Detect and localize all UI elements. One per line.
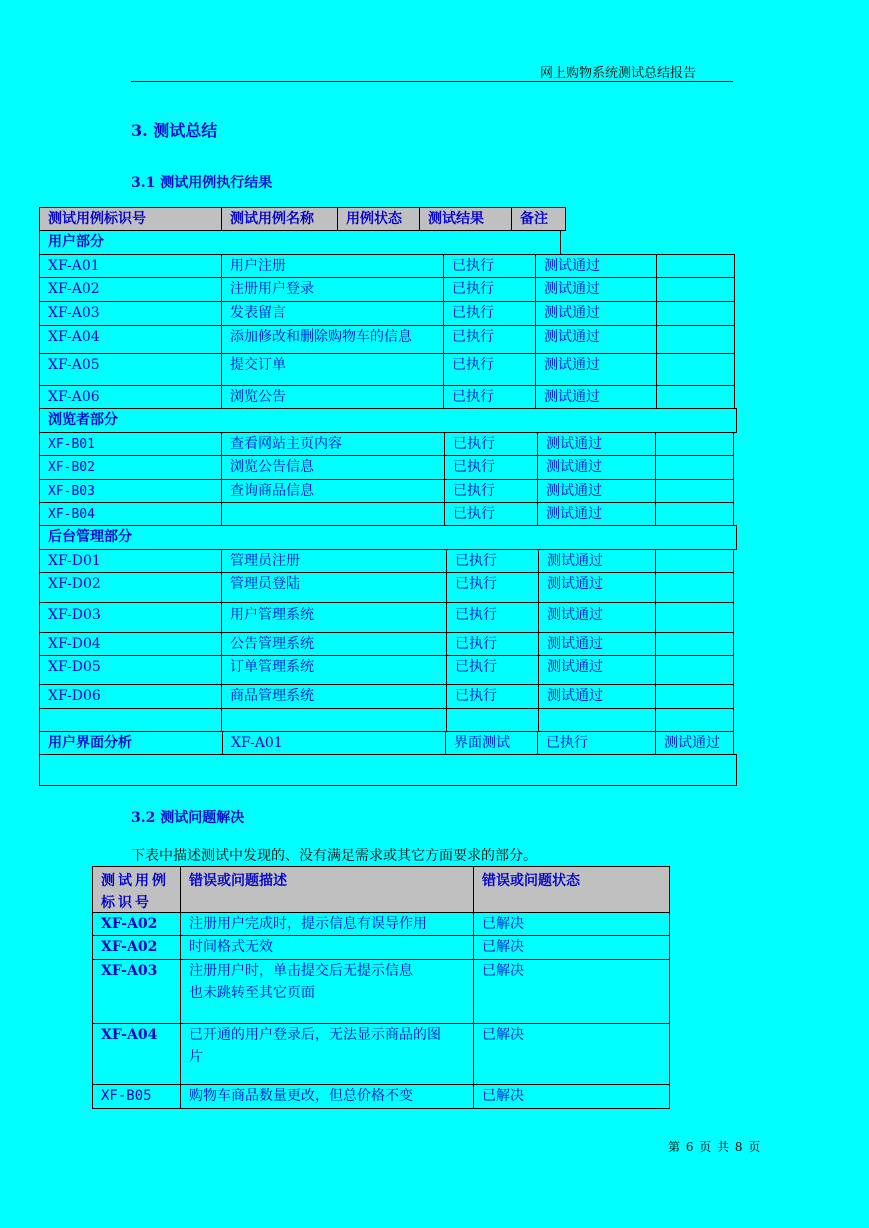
table-cell <box>656 254 735 278</box>
col-header-case-id: 测试用例标识号 <box>92 866 181 913</box>
table-cell: 已解决 <box>473 959 670 1024</box>
table-row: XF-B03 <box>39 479 222 503</box>
table-cell: 测试通过 <box>538 632 656 656</box>
table-cell: 时间格式无效 <box>180 935 474 960</box>
table-cell <box>655 655 734 685</box>
table-cell: 用户管理系统 <box>221 602 447 633</box>
table-cell <box>655 455 734 480</box>
ui-analysis-label: 用户界面分析 <box>39 731 223 755</box>
table-cell: 测试通过 <box>535 325 657 354</box>
table-cell: 测试通过 <box>535 277 657 302</box>
table-row: XF-B05 <box>92 1084 181 1109</box>
table-cell <box>655 684 734 709</box>
table-cell: 测试通过 <box>538 684 656 709</box>
table-cell: 测试通过 <box>535 353 657 386</box>
table-row: XF-D04 <box>39 632 222 656</box>
table-cell <box>655 502 734 526</box>
table-cell: 测试通过 <box>538 602 656 633</box>
table-cell: 测试通过 <box>655 731 734 755</box>
table-cell: 测试通过 <box>537 479 656 503</box>
table-row: XF-A02 <box>92 935 181 960</box>
table-cell: 已执行 <box>443 254 536 278</box>
table-row: XF-D06 <box>39 684 222 709</box>
table-cell: 已执行 <box>443 385 536 409</box>
table-row: XF-A02 <box>92 912 181 936</box>
table-cell: 注册用户完成时，提示信息有误导作用 <box>180 912 474 936</box>
table-row: XF-B04 <box>39 502 222 526</box>
table-cell: 测试通过 <box>538 549 656 573</box>
table-row: XF-D05 <box>39 655 222 685</box>
table-cell: 浏览公告信息 <box>221 455 445 480</box>
table-row: XF-A05 <box>39 353 222 386</box>
table-cell <box>656 277 735 302</box>
empty-row-cell <box>446 708 539 732</box>
issue-desc-line: 已开通的用户登录后，无法显示商品的图 <box>189 1027 441 1043</box>
table-cell: 订单管理系统 <box>221 655 447 685</box>
table-cell: 已执行 <box>443 325 536 354</box>
empty-row-cell <box>655 708 734 732</box>
col-header-test-result: 测试结果 <box>419 207 512 231</box>
empty-row-cell <box>538 708 656 732</box>
table-cell: 测试通过 <box>537 432 656 456</box>
table-row: XF-A01 <box>39 254 222 278</box>
col-header-issue-desc: 错误或问题描述 <box>180 866 474 913</box>
table-cell: 测试通过 <box>537 502 656 526</box>
table-cell: 已执行 <box>444 502 538 526</box>
table-cell: 公告管理系统 <box>221 632 447 656</box>
table-row: XF-A06 <box>39 385 222 409</box>
table-row: XF-A03 <box>39 301 222 326</box>
table-cell: 测试通过 <box>538 572 656 603</box>
table-cell <box>655 572 734 603</box>
table-cell: 测试通过 <box>535 385 657 409</box>
table-cell <box>656 385 735 409</box>
table-cell: 用户注册 <box>221 254 444 278</box>
intro-paragraph: 下表中描述测试中发现的、没有满足需求或其它方面要求的部分。 <box>131 848 537 864</box>
col-header-case-id: 测试用例标识号 <box>39 207 222 231</box>
issue-desc-line: 片 <box>189 1049 203 1065</box>
table-cell: 测试通过 <box>538 655 656 685</box>
col-header-case-name: 测试用例名称 <box>221 207 338 231</box>
table-cell: 已执行 <box>443 277 536 302</box>
table-cell <box>656 353 735 386</box>
table-cell: 已执行 <box>443 353 536 386</box>
table-cell: 已执行 <box>446 632 539 656</box>
table-cell <box>655 432 734 456</box>
table-cell: 测试通过 <box>535 301 657 326</box>
col-header-case-status: 用例状态 <box>337 207 420 231</box>
col-header-issue-status: 错误或问题状态 <box>473 866 670 913</box>
table-cell: 添加修改和删除购物车的信息 <box>221 325 444 354</box>
table-cell <box>656 325 735 354</box>
table-row: XF-D02 <box>39 572 222 603</box>
header-rule <box>131 81 733 82</box>
table-cell: 查看网站主页内容 <box>221 432 445 456</box>
table-cell: 界面测试 <box>445 731 538 755</box>
table-row: XF-D01 <box>39 549 222 573</box>
table-cell: 发表留言 <box>221 301 444 326</box>
section-label-browser: 浏览者部分 <box>39 408 737 433</box>
table-cell <box>655 632 734 656</box>
empty-row-cell <box>39 754 737 786</box>
section-3-2-heading: 3.2 测试问题解决 <box>131 810 245 826</box>
table-cell <box>655 549 734 573</box>
table-cell: 已执行 <box>444 479 538 503</box>
table-cell: 已解决 <box>473 912 670 936</box>
table-cell: 测试通过 <box>535 254 657 278</box>
table-cell: 已执行 <box>443 301 536 326</box>
table-cell: 已执行 <box>446 684 539 709</box>
table-cell: 已执行 <box>446 549 539 573</box>
table-row: XF-B01 <box>39 432 222 456</box>
table-cell: 浏览公告 <box>221 385 444 409</box>
table-cell: 商品管理系统 <box>221 684 447 709</box>
table-cell <box>655 479 734 503</box>
empty-row-cell <box>39 708 222 732</box>
col-header-remark: 备注 <box>511 207 566 231</box>
table-cell: 查询商品信息 <box>221 479 445 503</box>
table-cell <box>180 959 474 1024</box>
table-cell <box>656 301 735 326</box>
section-label-admin: 后台管理部分 <box>39 525 737 550</box>
table-cell: 已执行 <box>446 572 539 603</box>
section-3-1-heading: 3.1 测试用例执行结果 <box>131 175 273 191</box>
table-cell: 管理员登陆 <box>221 572 447 603</box>
page-header-title: 网上购物系统测试总结报告 <box>540 66 697 81</box>
table-cell: 已执行 <box>446 655 539 685</box>
table-cell: 已解决 <box>473 1084 670 1109</box>
table-row: XF-B02 <box>39 455 222 480</box>
table-cell: 购物车商品数量更改，但总价格不变 <box>180 1084 474 1109</box>
table-cell: 已解决 <box>473 935 670 960</box>
table-cell: XF-A01 <box>222 731 446 755</box>
table-row: XF-A04 <box>92 1023 181 1085</box>
section-label-user: 用户部分 <box>39 230 561 255</box>
issue-desc-line: 也未跳转至其它页面 <box>189 985 315 1001</box>
page-footer: 第 6 页 共 8 页 <box>668 1140 762 1154</box>
issue-desc-line: 注册用户时，单击提交后无提示信息 <box>189 963 413 979</box>
table-cell: 已解决 <box>473 1023 670 1085</box>
empty-row-cell <box>221 708 447 732</box>
table-cell: 已执行 <box>444 455 538 480</box>
table-cell <box>655 602 734 633</box>
table-row: XF-D03 <box>39 602 222 633</box>
table-cell: 提交订单 <box>221 353 444 386</box>
table-cell: 已执行 <box>446 602 539 633</box>
table-cell <box>221 502 445 526</box>
table-row: XF-A02 <box>39 277 222 302</box>
table-cell: 注册用户登录 <box>221 277 444 302</box>
table-cell: 已执行 <box>444 432 538 456</box>
table-cell: 已执行 <box>537 731 656 755</box>
table-cell: 管理员注册 <box>221 549 447 573</box>
table-row: XF-A04 <box>39 325 222 354</box>
section-3-heading: 3. 测试总结 <box>131 121 218 140</box>
table-row: XF-A03 <box>92 959 181 1024</box>
table-cell <box>180 1023 474 1085</box>
table-cell: 测试通过 <box>537 455 656 480</box>
